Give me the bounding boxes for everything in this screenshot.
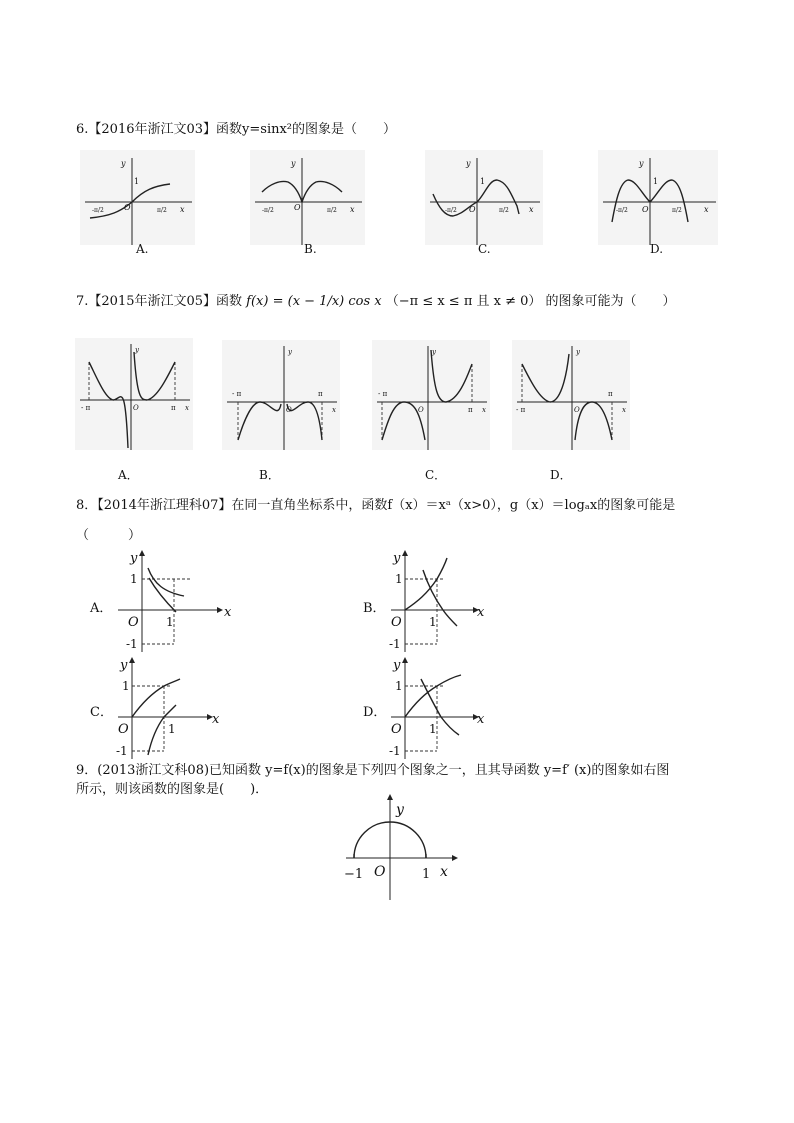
q8-option-a: A． (90, 601, 113, 616)
svg-text:y: y (466, 159, 471, 168)
svg-text:π/2: π/2 (327, 207, 337, 214)
q7-option-b: B． (259, 468, 280, 482)
svg-text:-1: -1 (116, 744, 128, 758)
svg-text:1: 1 (130, 572, 138, 586)
svg-text:-π/2: -π/2 (262, 207, 274, 214)
q6-option-a: A. (136, 242, 149, 256)
svg-text:x: x (332, 406, 336, 414)
q6-text: 6.【2016年浙江文03】函数y=sinx²的图象是（ ） (76, 122, 397, 137)
svg-text:−1: −1 (344, 867, 364, 882)
svg-text:y: y (291, 159, 296, 168)
q7-graph-b (222, 340, 347, 460)
q7-suffix: 的图象可能为（ ） (545, 294, 676, 309)
svg-text:π: π (318, 390, 323, 398)
q7-option-c: C． (425, 468, 447, 482)
svg-text:O: O (418, 406, 424, 414)
svg-text:y: y (432, 348, 436, 356)
svg-text:O: O (374, 864, 386, 880)
svg-text:O: O (286, 406, 292, 414)
svg-text:y: y (639, 159, 644, 168)
svg-text:-1: -1 (389, 637, 401, 651)
svg-text:x: x (224, 605, 232, 620)
q6-option-d: D. (650, 242, 664, 256)
svg-text:1: 1 (395, 572, 403, 586)
svg-text:π/2: π/2 (157, 207, 167, 214)
svg-text:- π: - π (516, 406, 526, 414)
svg-text:O: O (391, 722, 402, 737)
svg-text:y: y (396, 802, 404, 818)
svg-text:-π/2: -π/2 (616, 207, 628, 214)
svg-text:O: O (469, 205, 476, 214)
svg-text:x: x (350, 205, 355, 214)
svg-text:y: y (130, 551, 138, 566)
q9-line1: 9．(2013浙江文科08)已知函数 y=f(x)的图象是下列四个图象之一，且其导函数 y=f′ (x)的图象如右图 (76, 763, 670, 778)
svg-text:x: x (704, 205, 709, 214)
svg-text:1: 1 (166, 615, 174, 629)
q8-graph-d (385, 655, 500, 760)
svg-text:-1: -1 (389, 744, 401, 758)
svg-text:-π/2: -π/2 (445, 207, 457, 214)
svg-text:-π/2: -π/2 (92, 207, 104, 214)
svg-text:y: y (120, 658, 128, 673)
svg-text:π/2: π/2 (499, 207, 509, 214)
svg-text:x: x (482, 406, 486, 414)
svg-text:1: 1 (168, 722, 176, 736)
svg-text:x: x (477, 605, 485, 620)
svg-text:x: x (212, 712, 220, 727)
svg-text:O: O (124, 203, 131, 212)
svg-text:O: O (118, 722, 129, 737)
q8-graph-b (385, 548, 500, 653)
svg-text:1: 1 (480, 177, 486, 186)
svg-text:π: π (171, 404, 176, 412)
svg-text:- π: - π (232, 390, 242, 398)
svg-text:O: O (391, 615, 402, 630)
svg-text:y: y (393, 658, 401, 673)
q7-option-a: A． (118, 468, 139, 482)
svg-text:- π: - π (81, 404, 91, 412)
svg-text:y: y (288, 348, 292, 356)
q7-text (76, 293, 676, 311)
svg-text:y: y (393, 551, 401, 566)
svg-text:π/2: π/2 (672, 207, 682, 214)
q9-derivative-graph (340, 790, 470, 905)
q8-text: 8．【2014年浙江理科07】在同一直角坐标系中，函数f（x）＝xᵃ（x>0），g（x）＝logₐx的图象可能是 (76, 498, 676, 513)
svg-text:-1: -1 (126, 637, 138, 651)
svg-text:O: O (128, 615, 139, 630)
svg-text:x: x (440, 864, 448, 880)
q8-paren: （ ） (76, 528, 142, 543)
q6-option-c: C. (478, 242, 491, 256)
q7-graph-a (75, 338, 200, 458)
svg-text:x: x (529, 205, 534, 214)
q9-line2: 所示，则该函数的图象是( )． (76, 782, 269, 797)
q7-graph-d (512, 340, 637, 460)
q7-prefix: 7.【2015年浙江文05】函数 (76, 294, 243, 309)
svg-text:- π: - π (378, 390, 388, 398)
svg-text:O: O (133, 404, 139, 412)
svg-text:y: y (135, 346, 139, 354)
q8-graph-a (112, 548, 232, 653)
svg-text:1: 1 (422, 867, 431, 882)
q7-condition: （−π ≤ x ≤ π 且 x ≠ 0） (385, 294, 542, 309)
svg-text:O: O (574, 406, 580, 414)
svg-text:1: 1 (653, 177, 659, 186)
svg-text:π: π (608, 390, 613, 398)
svg-text:1: 1 (122, 679, 130, 693)
q8-option-c: C． (90, 705, 113, 720)
svg-text:x: x (185, 404, 189, 412)
q7-graph-c (372, 340, 497, 460)
svg-text:1: 1 (429, 722, 437, 736)
q8-option-b: B． (363, 601, 386, 616)
q7-formula: f(x) = (x − 1/x) cos x (246, 294, 382, 309)
svg-text:O: O (642, 205, 649, 214)
svg-text:1: 1 (395, 679, 403, 693)
svg-text:y: y (576, 348, 580, 356)
q6-option-b: B. (304, 242, 317, 256)
q7-option-d: D． (550, 468, 572, 482)
svg-text:y: y (121, 159, 126, 168)
q8-option-d: D． (363, 705, 387, 720)
svg-text:x: x (477, 712, 485, 727)
svg-text:π: π (468, 406, 473, 414)
svg-text:x: x (622, 406, 626, 414)
svg-text:O: O (294, 203, 301, 212)
svg-text:1: 1 (429, 615, 437, 629)
svg-text:1: 1 (134, 177, 140, 186)
svg-text:x: x (180, 205, 185, 214)
q8-graph-c (112, 655, 227, 760)
